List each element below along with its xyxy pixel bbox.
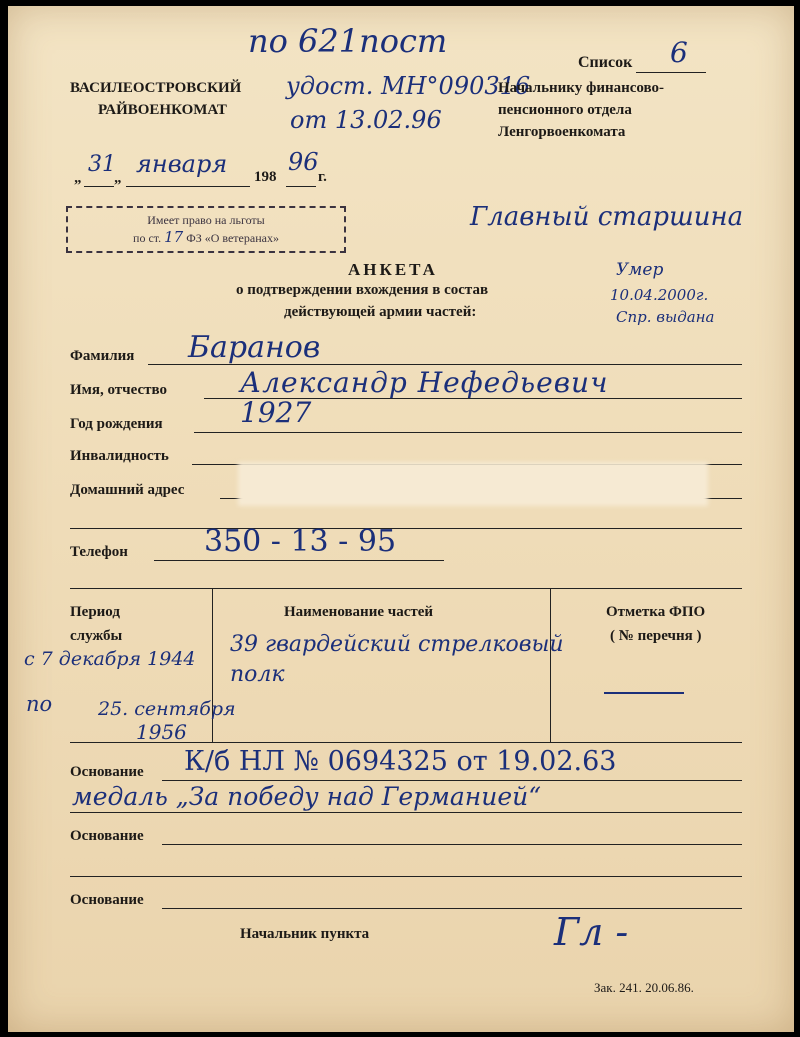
period-to-year: 1956 (136, 720, 187, 744)
stamp-article-post: ФЗ «О ветеранах» (186, 231, 279, 245)
death-note-line2: 10.04.2000г. (610, 286, 709, 304)
date-year-suffix: 96 (288, 148, 319, 176)
basis-line-3 (162, 908, 742, 909)
form-subtitle-2: действующей армии частей: (284, 304, 477, 320)
list-number: 6 (670, 36, 688, 69)
address-redacted (238, 462, 708, 506)
basis-line-2 (162, 844, 742, 845)
top-handwritten-note: по 621пост (248, 22, 448, 60)
office-line1: ВАСИЛЕОСТРОВСКИЙ (70, 80, 242, 96)
period-header-2: службы (70, 628, 123, 644)
year-underline (286, 186, 316, 187)
surname-value: Баранов (188, 330, 321, 365)
disability-label: Инвалидность (70, 448, 169, 464)
recipient-line1: Начальнику финансово- (498, 80, 665, 96)
basis-label-3: Основание (70, 892, 144, 908)
form-title: АНКЕТА (348, 260, 438, 279)
recipient-line2: пенсионного отдела (498, 102, 632, 118)
chief-signature: Гл - (554, 910, 629, 954)
phone-label: Телефон (70, 544, 128, 560)
basis-line-2b (70, 876, 742, 877)
office-line2: РАЙВОЕНКОМАТ (98, 102, 227, 118)
month-underline (126, 186, 250, 187)
fpo-header-1: Отметка ФПО (606, 604, 706, 620)
certificate-number: удост. МН°090316 (286, 72, 531, 100)
day-underline (84, 186, 114, 187)
death-note-line1: Умер (616, 260, 664, 280)
address-line-2 (70, 528, 742, 529)
basis-value-2: медаль „За победу над Германией“ (72, 782, 542, 811)
list-label: Список (578, 54, 633, 71)
units-header: Наименование частей (284, 604, 434, 620)
date-quote-close: „ (114, 170, 122, 186)
address-label: Домашний адрес (70, 482, 185, 498)
name-value: Александр Нефедьевич (240, 366, 609, 399)
surname-label: Фамилия (70, 348, 135, 364)
print-order-number: Зак. 241. 20.06.86. (594, 980, 694, 995)
chief-label: Начальник пункта (240, 926, 370, 942)
form-subtitle-1: о подтверждении вхождения в состав (236, 282, 489, 298)
phone-value: 350 - 13 - 95 (204, 524, 397, 559)
birth-line (194, 432, 742, 433)
birth-value: 1927 (240, 396, 312, 429)
unit-name-1: 39 гвардейский стрелковый (230, 632, 564, 657)
basis-line-1b (70, 812, 742, 813)
basis-label-1: Основание (70, 764, 144, 780)
questionnaire-form (8, 6, 794, 1032)
recipient-line3: Ленгорвоенкомата (498, 124, 626, 140)
rank-note: Главный старшина (470, 202, 744, 232)
period-to-prefix: по (26, 692, 53, 716)
stamp-article-pre: по ст. (133, 231, 162, 245)
date-year-label: г. (318, 169, 327, 185)
period-from: с 7 декабря 1944 (24, 648, 196, 670)
period-to-date: 25. сентября (98, 698, 236, 720)
unit-name-2: полк (230, 662, 285, 687)
birth-label: Год рождения (70, 416, 163, 432)
fpo-header-2: ( № перечня ) (610, 628, 702, 644)
stamp-line2 (78, 229, 334, 247)
basis-line-1 (162, 780, 742, 781)
fpo-dash (604, 692, 684, 694)
basis-label-2: Основание (70, 828, 144, 844)
table-divider-2 (550, 588, 551, 742)
basis-value-1: К/б НЛ № 0694325 от 19.02.63 (184, 746, 617, 777)
name-label: Имя, отчество (70, 382, 167, 398)
veteran-benefits-stamp (66, 206, 346, 253)
certificate-date: от 13.02.96 (290, 106, 442, 134)
phone-line (154, 560, 444, 561)
date-quote-open: „ (74, 170, 82, 186)
date-year-prefix: 198 (254, 169, 277, 185)
list-underline (636, 72, 706, 73)
table-top-border (70, 588, 742, 589)
date-month: января (136, 150, 228, 178)
stamp-article-number: 17 (164, 228, 184, 246)
death-note-line3: Спр. выдана (616, 308, 715, 326)
period-header-1: Период (70, 604, 120, 620)
stamp-line1: Имеет право на льготы (147, 213, 265, 227)
date-day: 31 (88, 152, 116, 177)
